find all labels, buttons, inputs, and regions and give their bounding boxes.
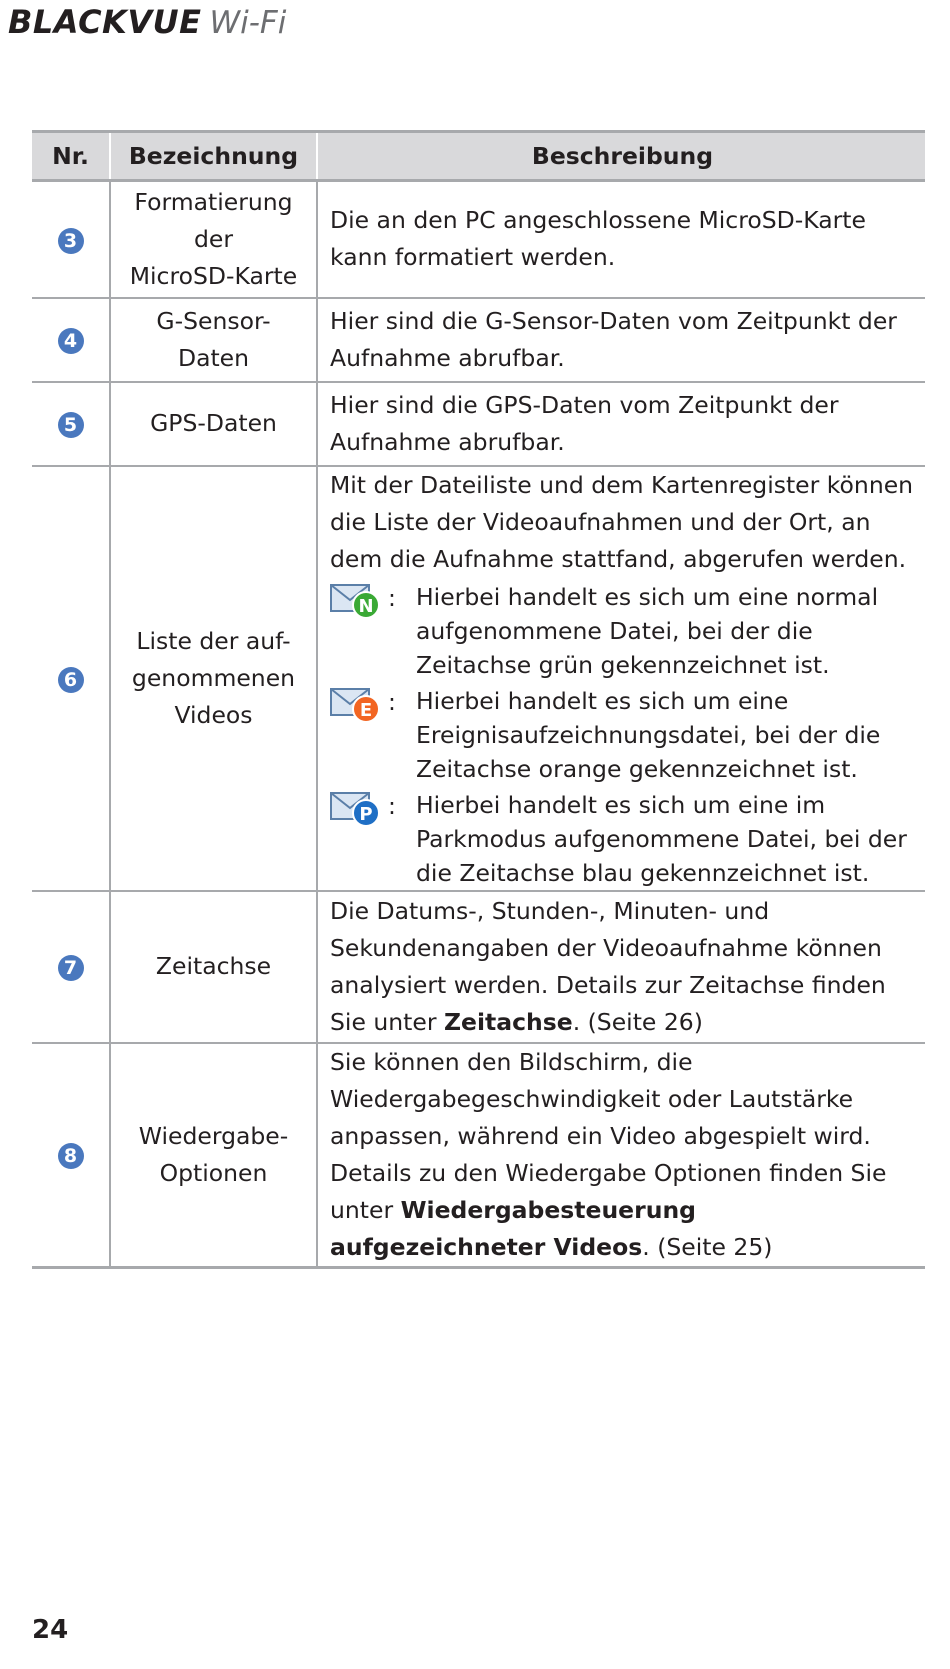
- name-line: Daten: [177, 343, 250, 372]
- colon: :: [388, 791, 396, 820]
- event-file-icon: [330, 686, 386, 724]
- badge-e: E: [352, 695, 380, 723]
- name-line: Liste der auf-: [136, 626, 291, 655]
- number-badge: 5: [58, 412, 84, 438]
- file-type-parking: [330, 788, 915, 890]
- row-name: [110, 298, 317, 382]
- name-line: Formatierung: [134, 187, 293, 216]
- file-type-event: [330, 684, 915, 786]
- table-row: [32, 466, 925, 891]
- row-description: [317, 466, 925, 891]
- description-text: Die Datums-, Stunden-, Minuten- und Sekundenangaben der Videoaufnahme können analysiert werden. Details zur Zeitachse finden Sie unter: [330, 896, 886, 1036]
- table-row: [32, 891, 925, 1043]
- reference-link-text: Wiedergabesteuerung aufgezeichneter Videos: [330, 1195, 696, 1261]
- number-badge: 3: [58, 228, 84, 254]
- row-description: Die an den PC angeschlossene MicroSD-Karte kann formatiert werden.: [317, 181, 925, 298]
- file-type-normal: [330, 580, 915, 682]
- table-row: [32, 1043, 925, 1268]
- table-header-row: [32, 132, 925, 181]
- number-badge: 8: [58, 1143, 84, 1169]
- badge-p: P: [352, 799, 380, 827]
- number-badge: 7: [58, 955, 84, 981]
- description-text: Mit der Dateiliste und dem Kartenregister können die Liste der Videoaufnahmen und der Ort, an dem die Aufnahme stattfand, abgerufen werden.: [330, 470, 914, 573]
- row-description: Hier sind die GPS-Daten vom Zeitpunkt der Aufnahme abrufbar.: [317, 382, 925, 466]
- row-name: [110, 382, 317, 466]
- name-line: GPS-Daten: [150, 409, 277, 437]
- name-line: Zeitachse: [155, 952, 272, 980]
- name-line: G-Sensor-: [156, 306, 271, 335]
- name-line: Wiedergabe-: [138, 1121, 289, 1150]
- brand-logo: BLACKVUE: [8, 3, 202, 41]
- row-number: [32, 891, 110, 1043]
- item-text: Hierbei handelt es sich um eine im Parkmodus aufgenommene Datei, bei der die Zeitachse blau gekennzeichnet ist.: [416, 790, 907, 887]
- header-beschreibung: Beschreibung: [317, 132, 925, 181]
- item-text: Hierbei handelt es sich um eine normal aufgenommene Datei, bei der die Zeitachse grün gekennzeichnet ist.: [416, 582, 879, 679]
- row-name: [110, 466, 317, 891]
- page-reference: . (Seite 26): [572, 1007, 703, 1036]
- table-row: [32, 298, 925, 382]
- row-number: [32, 382, 110, 466]
- page-number: 24: [32, 1615, 69, 1645]
- description-text: Sie können den Bildschirm, die Wiedergabegeschwindigkeit oder Lautstärke anpassen, während ein Video abgespielt wird. Details zu den Wiedergabe Optionen finden Sie unter: [330, 1047, 887, 1224]
- header-nr: Nr.: [32, 132, 110, 181]
- parking-file-icon: [330, 790, 386, 828]
- row-description: [317, 1043, 925, 1268]
- name-line: der: [193, 224, 234, 253]
- brand-header: [8, 0, 286, 44]
- page-reference: . (Seite 25): [642, 1232, 773, 1261]
- row-number: [32, 1043, 110, 1268]
- number-badge: 6: [58, 667, 84, 693]
- row-number: [32, 298, 110, 382]
- table-row: [32, 382, 925, 466]
- row-number: [32, 466, 110, 891]
- name-line: Optionen: [159, 1158, 268, 1187]
- item-text: Hierbei handelt es sich um eine Ereignisaufzeichnungsdatei, bei der die Zeitachse orange gekennzeichnet ist.: [416, 686, 881, 783]
- brand-suffix: Wi-Fi: [209, 5, 287, 41]
- normal-file-icon: [330, 582, 386, 620]
- badge-n: N: [352, 591, 380, 619]
- colon: :: [388, 687, 396, 716]
- row-name: [110, 1043, 317, 1268]
- number-badge: 4: [58, 328, 84, 354]
- row-number: [32, 181, 110, 298]
- reference-link-text: Zeitachse: [443, 1007, 573, 1036]
- description-table: [32, 130, 925, 1269]
- row-description: Hier sind die G-Sensor-Daten vom Zeitpunkt der Aufnahme abrufbar.: [317, 298, 925, 382]
- colon: :: [388, 583, 396, 612]
- name-line: MicroSD-Karte: [129, 261, 298, 290]
- row-name: [110, 181, 317, 298]
- row-name: [110, 891, 317, 1043]
- name-line: Videos: [174, 700, 253, 729]
- name-line: genommenen: [131, 663, 296, 692]
- row-description: [317, 891, 925, 1043]
- table-row: [32, 181, 925, 298]
- header-bezeichnung: Bezeichnung: [110, 132, 317, 181]
